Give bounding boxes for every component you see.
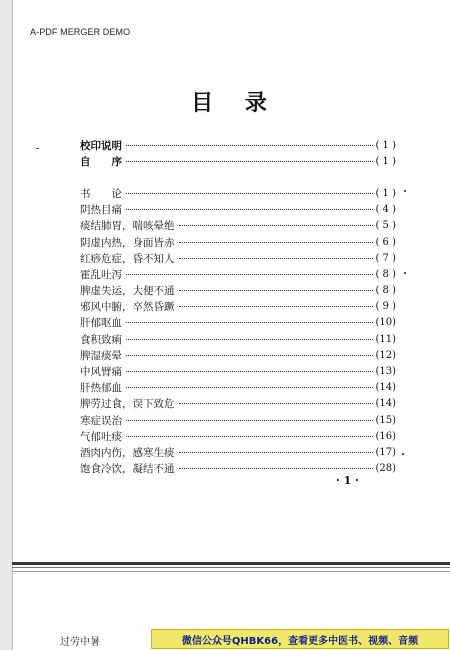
toc-entry-title: 中风臂痛 xyxy=(80,366,122,379)
dot-leader xyxy=(126,420,373,421)
toc-entry-page: ( 9 ) xyxy=(375,301,396,313)
toc-entry-page: ( 8 ) xyxy=(375,268,396,280)
toc-entry[interactable] xyxy=(80,444,396,460)
page-separator xyxy=(12,562,450,565)
page-number: · 1 · xyxy=(336,474,359,487)
toc-entry-page: (13) xyxy=(375,366,396,378)
scan-speck xyxy=(404,190,406,192)
dot-leader xyxy=(126,387,373,388)
toc-entry[interactable] xyxy=(80,202,396,218)
scan-speck xyxy=(402,453,404,455)
toc-entry-title: 脾虚失运，大便不通 xyxy=(80,285,175,298)
toc-entry-page: ( 1 ) xyxy=(375,155,396,167)
toc-entry-page: ( 5 ) xyxy=(375,220,396,232)
scan-speck xyxy=(404,272,406,274)
toc-entry[interactable] xyxy=(80,299,396,315)
dot-leader xyxy=(179,403,374,404)
toc-entry[interactable] xyxy=(80,153,396,169)
dot-leader xyxy=(179,258,374,259)
dot-leader xyxy=(179,468,374,469)
toc-entry[interactable] xyxy=(80,137,396,153)
toc-entry-title: 书 论 xyxy=(80,187,122,200)
toc-entry[interactable] xyxy=(80,396,396,412)
page-separator xyxy=(12,567,450,568)
next-page-heading: 过劳中暑 xyxy=(60,637,100,648)
dot-leader xyxy=(126,322,373,323)
toc-entry-page: (11) xyxy=(375,333,396,345)
dot-leader xyxy=(126,274,373,275)
toc-entry-page: ( 6 ) xyxy=(375,236,396,248)
toc-entry-page: ( 7 ) xyxy=(375,252,396,264)
toc-entry-page: (28) xyxy=(375,463,396,475)
dot-leader xyxy=(179,242,374,243)
dot-leader xyxy=(179,290,374,291)
dot-leader xyxy=(179,306,374,307)
toc-entry-title: 霍乱吐泻 xyxy=(80,268,122,281)
toc-entry[interactable] xyxy=(80,363,396,379)
toc-entry-title: 脾劳过食，误下致危 xyxy=(80,398,175,411)
table-of-contents xyxy=(80,137,396,477)
toc-entry-page: ( 1 ) xyxy=(375,187,396,199)
toc-entry-title: 肝热郁血 xyxy=(80,382,122,395)
toc-entry-title: 阴热目痛 xyxy=(80,204,122,217)
toc-entry-page: (17) xyxy=(375,446,396,458)
dot-leader xyxy=(126,161,373,162)
toc-entry[interactable] xyxy=(80,428,396,444)
toc-entry-page: (16) xyxy=(375,430,396,442)
toc-entry[interactable] xyxy=(80,412,396,428)
toc-entry-title: 食积致痢 xyxy=(80,333,122,346)
page-separator xyxy=(12,571,450,572)
toc-entry-title: 饱食冷饮，凝结不通 xyxy=(80,463,175,476)
toc-entry-title: 痰结肺胃，喘咳晕绝 xyxy=(80,220,175,233)
dot-leader xyxy=(126,339,373,340)
dot-leader xyxy=(126,209,373,210)
toc-entry-page: (14) xyxy=(375,382,396,394)
watermark-text: A-PDF MERGER DEMO xyxy=(30,27,131,37)
toc-entry[interactable] xyxy=(80,266,396,282)
toc-entry[interactable] xyxy=(80,218,396,234)
toc-entry-page: (10) xyxy=(375,317,396,329)
toc-entry[interactable] xyxy=(80,331,396,347)
toc-entry-title: 寒症误治 xyxy=(80,414,122,427)
toc-entry-page: ( 8 ) xyxy=(375,285,396,297)
toc-entry-page: (15) xyxy=(375,414,396,426)
toc-entry-title: 自 序 xyxy=(80,155,122,168)
toc-entry-page: ( 1 ) xyxy=(375,139,396,151)
toc-entry-title: 酒肉内伤，感寒生痰 xyxy=(80,446,175,459)
scan-speck xyxy=(36,148,39,149)
toc-entry[interactable] xyxy=(80,234,396,250)
dot-leader xyxy=(126,145,373,146)
toc-entry-title: 校印说明 xyxy=(80,139,122,152)
toc-entry-title: 脾湿痰晕 xyxy=(80,349,122,362)
toc-entry-page: (14) xyxy=(375,398,396,410)
toc-entry[interactable] xyxy=(80,250,396,266)
toc-entry-page: ( 4 ) xyxy=(375,204,396,216)
dot-leader xyxy=(179,452,374,453)
toc-entry-title: 气郁吐痰 xyxy=(80,430,122,443)
toc-entry-title: 红痧危症，昏不知人 xyxy=(80,252,175,265)
toc-entry-title: 阴虚内热，身面皆赤 xyxy=(80,236,175,249)
toc-entry-title: 邪风中腑，卒然昏蹶 xyxy=(80,301,175,314)
toc-entry[interactable] xyxy=(80,315,396,331)
promo-banner[interactable]: 微信公众号QHBK66，查看更多中医书、视频、音频 xyxy=(151,629,449,649)
toc-entry[interactable] xyxy=(80,185,396,201)
toc-entry[interactable] xyxy=(80,283,396,299)
toc-entry-title: 肝郁呕血 xyxy=(80,317,122,330)
dot-leader xyxy=(126,193,373,194)
page-title: 目 录 xyxy=(191,91,279,116)
dot-leader xyxy=(126,355,373,356)
toc-entry[interactable] xyxy=(80,380,396,396)
toc-entry-page: (12) xyxy=(375,349,396,361)
toc-entry[interactable] xyxy=(80,347,396,363)
dot-leader xyxy=(179,225,374,226)
dot-leader xyxy=(126,436,373,437)
dot-leader xyxy=(126,371,373,372)
